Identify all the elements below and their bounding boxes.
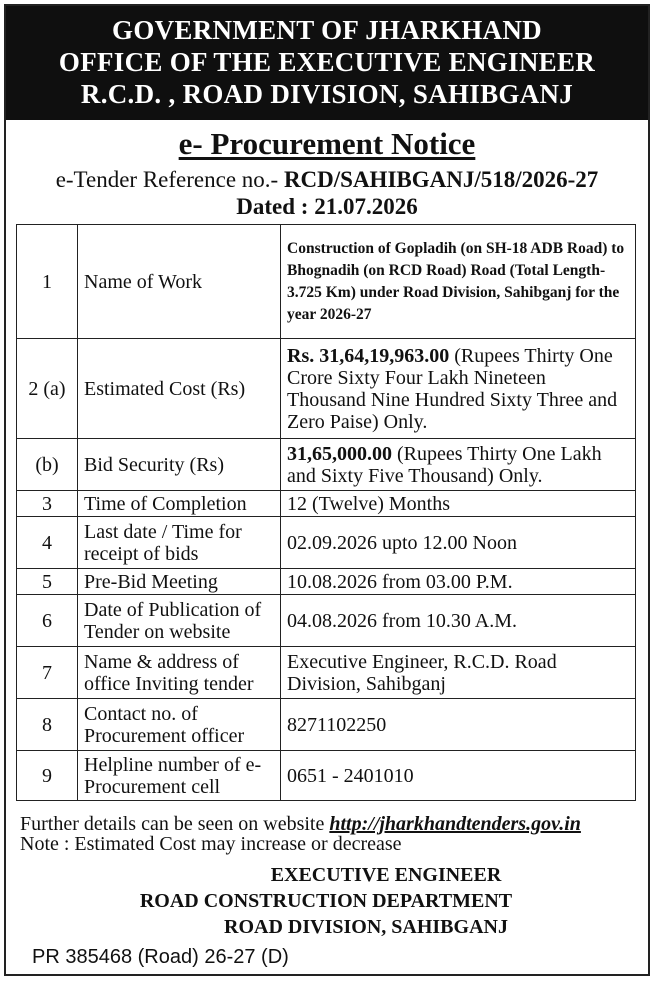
bid-security-amount: 31,65,000.00: [287, 442, 392, 465]
row-value: [281, 225, 636, 339]
notice-page: [4, 4, 650, 976]
estimated-cost-amount: Rs. 31,64,19,963.00: [287, 344, 450, 367]
bid-security-words: (Rupees Thirty One Lakh and Sixty Five Thousand) Only.: [287, 442, 602, 487]
header-banner: [6, 6, 648, 120]
table-row: [17, 595, 636, 647]
row-label: Bid Security (Rs): [78, 439, 281, 491]
row-label: Helpline number of e- Procurement cell: [78, 751, 281, 801]
tender-reference-value: RCD/SAHIBGANJ/518/2026-27: [283, 167, 599, 192]
table-row: [17, 699, 636, 751]
row-number: (b): [17, 439, 78, 491]
table-row: [17, 339, 636, 439]
row-label: Name & address of office Inviting tender: [78, 647, 281, 699]
name-of-work-text: Construction of Gopladih (on SH-18 ADB Road) to Bhognadih (on RCD Road) Road (Total Length-3.725 Km) under Road Division, Sahibganj for the year 2026-27: [287, 239, 625, 323]
table-row: [17, 517, 636, 569]
signature-department: ROAD CONSTRUCTION DEPARTMENT: [139, 890, 513, 912]
row-number: 6: [17, 595, 78, 647]
pr-number: PR 385468 (Road) 26-27 (D): [32, 946, 289, 968]
row-label: Pre-Bid Meeting: [78, 569, 281, 595]
row-number: 9: [17, 751, 78, 801]
row-number: 2 (a): [17, 339, 78, 439]
row-label: Last date / Time for receipt of bids: [78, 517, 281, 569]
further-details-line: [20, 814, 640, 834]
row-number: 3: [17, 491, 78, 517]
table-row: [17, 225, 636, 339]
website-link[interactable]: http://jharkhandtenders.gov.in: [329, 813, 581, 835]
row-number: 5: [17, 569, 78, 595]
notice-title-text: e- Procurement Notice: [178, 126, 476, 161]
table-row: [17, 439, 636, 491]
notice-date: Dated : 21.07.2026: [236, 194, 418, 219]
row-value: Executive Engineer, R.C.D. Road Division, Sahibganj: [281, 647, 636, 699]
row-number: 7: [17, 647, 78, 699]
header-line-division: R.C.D. , ROAD DIVISION, SAHIBGANJ: [80, 79, 574, 109]
further-details-text: Further details can be seen on website: [20, 813, 330, 835]
row-value: 12 (Twelve) Months: [281, 491, 636, 517]
row-label: Contact no. of Procurement officer: [78, 699, 281, 751]
estimated-cost-words: (Rupees Thirty One Crore Sixty Four Lakh Nineteen Thousand Nine Hundred Sixty Three and Zero Paise) Only.: [287, 344, 618, 433]
signature-division: ROAD DIVISION, SAHIBGANJ: [224, 916, 508, 938]
row-value: 0651 - 2401010: [281, 751, 636, 801]
row-number: 1: [17, 225, 78, 339]
tender-details-table: [16, 224, 636, 801]
table-row: [17, 647, 636, 699]
row-value: [281, 339, 636, 439]
row-number: 8: [17, 699, 78, 751]
signature-designation: EXECUTIVE ENGINEER: [270, 864, 502, 886]
table-row: [17, 491, 636, 517]
footer-notes: [20, 814, 640, 854]
row-value: [281, 439, 636, 491]
row-label: Date of Publication of Tender on website: [78, 595, 281, 647]
tender-reference-label: e-Tender Reference no.-: [55, 167, 284, 192]
row-value: 02.09.2026 upto 12.00 Noon: [281, 517, 636, 569]
header-line-office: OFFICE OF THE EXECUTIVE ENGINEER: [58, 47, 596, 77]
row-value: 04.08.2026 from 10.30 A.M.: [281, 595, 636, 647]
row-number: 4: [17, 517, 78, 569]
notice-title: [6, 126, 648, 162]
row-value: 10.08.2026 from 03.00 P.M.: [281, 569, 636, 595]
row-label: Estimated Cost (Rs): [78, 339, 281, 439]
table-row: [17, 569, 636, 595]
table-row: [17, 751, 636, 801]
signature-block: [6, 862, 646, 940]
row-value: 8271102250: [281, 699, 636, 751]
estimated-cost-note: Note : Estimated Cost may increase or decrease: [20, 833, 402, 855]
header-line-government: GOVERNMENT OF JHARKHAND: [112, 15, 542, 45]
tender-reference: [6, 166, 648, 194]
row-label: Name of Work: [78, 225, 281, 339]
row-label: Time of Completion: [78, 491, 281, 517]
